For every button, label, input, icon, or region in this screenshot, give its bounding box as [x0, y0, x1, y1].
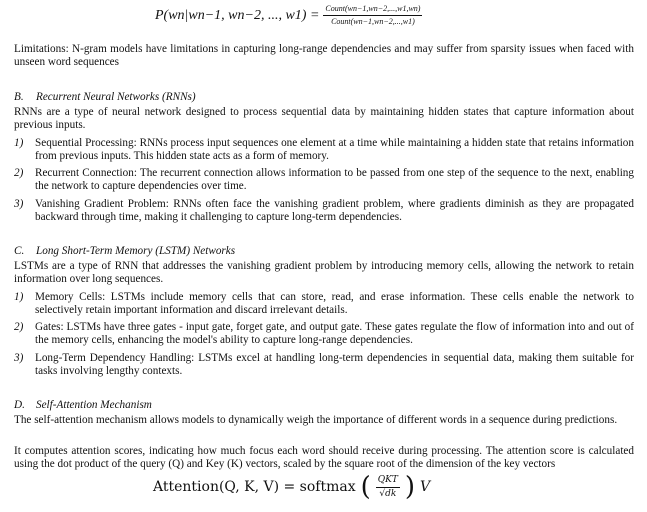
ngram-probability-formula — [155, 4, 422, 27]
limitations-paragraph: Limitations: N-gram models have limitations in capturing long-range dependencies and may suffer from sparsity issues when faced with unseen word sequences — [14, 43, 634, 68]
list-marker: 1) — [14, 291, 24, 303]
section-c-heading — [14, 245, 634, 258]
list-marker: 1) — [14, 137, 24, 149]
left-paren: ( — [360, 472, 371, 502]
attention-numerator: QKT — [376, 475, 400, 488]
formula-numerator: Count(wn−1,wn−2,...,w1,wn) — [323, 4, 422, 16]
list-item — [14, 352, 634, 378]
list-item-text: Vanishing Gradient Problem: RNNs often face the vanishing gradient problem, where gradients diminish as they are propagated backward through time, making it challenging to capture long-term dependencies. — [35, 198, 634, 223]
section-d-heading — [14, 399, 634, 412]
section-d-paragraph-1: The self-attention mechanism allows models to dynamically weigh the importance of different words in a sequence during predictions. — [14, 414, 618, 426]
list-item-text: Long-Term Dependency Handling: LSTMs excel at handling long-term dependencies in sequential data, making them suitable for tasks involving lengthy contexts. — [35, 352, 634, 377]
section-b-title: Recurrent Neural Networks (RNNs) — [36, 91, 196, 103]
list-item — [14, 291, 634, 317]
section-c-intro: LSTMs are a type of RNN that addresses the vanishing gradient problem by introducing memory cells, allowing the network to retain information over long sequences. — [14, 260, 634, 285]
list-item — [14, 167, 634, 193]
section-d-paragraph-2: It computes attention scores, indicating how much focus each word should receive during processing. The attention score is calculated using the dot product of the query (Q) and Key (K) vectors, scaled by the square root of the dimension of the key vectors — [14, 445, 634, 470]
attention-formula-rhs: V — [420, 479, 431, 495]
list-marker: 2) — [14, 321, 24, 333]
list-marker: 2) — [14, 167, 24, 179]
attention-fraction — [376, 475, 400, 500]
list-item-text: Recurrent Connection: The recurrent connection allows information to be passed from one step of the sequence to the next, enabling the network to capture dependencies over time. — [35, 167, 634, 192]
section-b-intro: RNNs are a type of neural network designed to process sequential data by maintaining hidden states that capture information about previous inputs. — [14, 106, 634, 131]
section-d-label: D. — [14, 399, 25, 411]
attention-denominator: √dk — [379, 488, 397, 499]
list-item-text: Gates: LSTMs have three gates - input gate, forget gate, and output gate. These gates regulate the flow of information into and out of the memory cells, enhancing the model's ability to capture long-range dependencies. — [35, 321, 634, 346]
formula-fraction — [323, 4, 422, 27]
list-item — [14, 198, 634, 224]
attention-formula-lhs: Attention(Q, K, V) = softmax — [153, 479, 356, 495]
section-d-title: Self-Attention Mechanism — [36, 399, 152, 411]
list-item-text: Sequential Processing: RNNs process input sequences one element at a time while maintaining a hidden state that retains information from previous inputs. This hidden state acts as a form of memory. — [35, 137, 634, 162]
list-marker: 3) — [14, 352, 24, 364]
list-item — [14, 137, 634, 163]
attention-formula — [153, 474, 430, 500]
formula-denominator: Count(wn−1,wn−2,...,w1) — [331, 17, 415, 26]
list-item — [14, 321, 634, 347]
list-item-text: Memory Cells: LSTMs include memory cells that can store, read, and erase information. These cells enable the network to selectively retain important information and discard irrelevant details. — [35, 291, 634, 316]
section-b-heading — [14, 91, 634, 104]
right-paren: ) — [404, 472, 416, 502]
section-c-label: C. — [14, 245, 25, 257]
list-marker: 3) — [14, 198, 24, 210]
formula-lhs: P(wn|wn−1, wn−2, ..., w1) = — [155, 7, 320, 23]
section-b-label: B. — [14, 91, 24, 103]
section-c-title: Long Short-Term Memory (LSTM) Networks — [36, 245, 236, 257]
